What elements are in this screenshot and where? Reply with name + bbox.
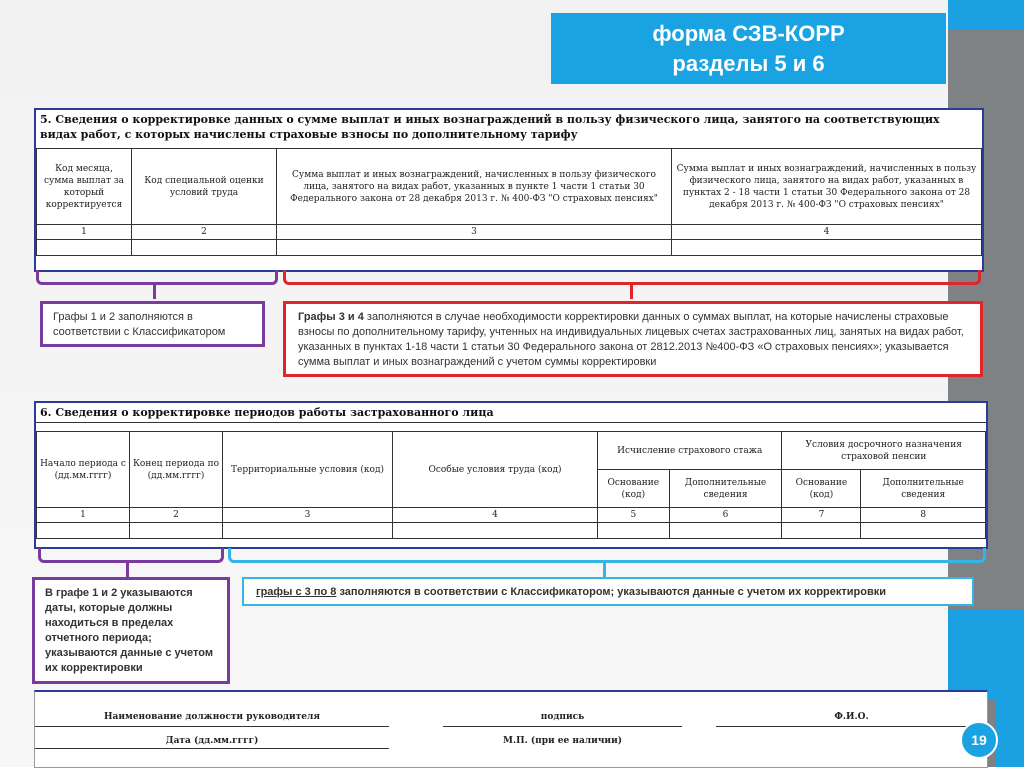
signature-fio: Ф.И.О. bbox=[716, 708, 987, 726]
section6-cell bbox=[393, 523, 598, 539]
section6-cell bbox=[223, 523, 393, 539]
section5-header-4: Сумма выплат и иных вознаграждений, начисленных в пользу физического лица, занятого на видах работ, указанных в пунктах 2 - 18 части 1 статьи 30 Федерального закона от 28 декабря 2013 г. № 400-ФЗ "О страховых пенсиях" bbox=[672, 149, 982, 225]
right-decor-accent-top bbox=[948, 0, 1024, 30]
callout-dates-text: В графе 1 и 2 указываются даты, которые должны находиться в пределах отчетного периода; указываются данные с учетом их корректировки bbox=[45, 587, 213, 674]
bracket-cols-3-8 bbox=[228, 548, 986, 563]
section6-cell bbox=[598, 523, 670, 539]
section6-num-5: 5 bbox=[598, 508, 670, 523]
section6-cell bbox=[782, 523, 861, 539]
section5-table bbox=[36, 148, 982, 256]
bracket-cols-1-2 bbox=[36, 270, 278, 285]
section6-num-1: 1 bbox=[37, 508, 130, 523]
slide-title-line1: форма СЗВ-КОРР bbox=[652, 21, 845, 46]
signature-gap bbox=[682, 708, 716, 726]
section5-cell bbox=[132, 240, 277, 256]
signature-position: Наименование должности руководителя bbox=[35, 708, 389, 726]
signature-gap bbox=[716, 726, 987, 748]
section6-header-extra2: Дополнительные сведения bbox=[861, 470, 986, 508]
section6-cell bbox=[130, 523, 223, 539]
section5-cell bbox=[37, 240, 132, 256]
section5-header-2: Код специальной оценки условий труда bbox=[132, 149, 277, 225]
right-decor-accent-mid bbox=[948, 610, 1024, 700]
section6-cell bbox=[669, 523, 782, 539]
section5-cell bbox=[277, 240, 672, 256]
callout-cols-1-2-text: Графы 1 и 2 заполняются в соответствии с Классификатором bbox=[53, 311, 226, 338]
callout-cols-3-4-text: заполняются в случае необходимости корректировки данных о суммах выплат, на которые начислены страховые взносы по дополнительному тарифу, учтенных на индивидуальных лицевых счетах застрахованных лиц, занятых на видах работ, указанных в пунктах 1-18 части 1 статьи 30 Федерального закона от 2812.2013 №400-ФЗ «О страховых пенсиях»; указывается сумма выплат и иных вознаграждений с учетом суммы корректировки bbox=[298, 311, 964, 368]
slide-title bbox=[551, 13, 946, 84]
section5-form bbox=[34, 108, 984, 272]
section6-header-basis1: Основание (код) bbox=[598, 470, 670, 508]
callout-cols-3-8-text: заполняются в соответствии с Классификатором; указываются данные с учетом их корректировки bbox=[336, 586, 886, 598]
signature-stamp: М.П. (при ее наличии) bbox=[502, 736, 623, 746]
page-number-badge: 19 bbox=[960, 721, 998, 759]
section5-title: 5. Сведения о корректировке данных о сумме выплат и иных вознаграждений в пользу физического лица, занятого на соответствующих видах работ, с которых начислены страховые взносы по дополнительному тарифу bbox=[40, 113, 940, 141]
bracket-tick bbox=[153, 285, 156, 299]
section5-cell bbox=[672, 240, 982, 256]
section6-cell bbox=[37, 523, 130, 539]
section6-header-start: Начало периода с (дд.мм.гггг) bbox=[37, 432, 130, 508]
section6-table bbox=[36, 431, 986, 539]
section6-num-7: 7 bbox=[782, 508, 861, 523]
section5-num-3: 3 bbox=[277, 225, 672, 240]
section6-num-8: 8 bbox=[861, 508, 986, 523]
signature-gap bbox=[682, 726, 716, 748]
section6-header-basis2: Основание (код) bbox=[782, 470, 861, 508]
signature-date: Дата (дд.мм.гггг) bbox=[35, 726, 389, 748]
section6-num-6: 6 bbox=[669, 508, 782, 523]
section6-header-territorial: Территориальные условия (код) bbox=[223, 432, 393, 508]
section6-header-extra1: Дополнительные сведения bbox=[669, 470, 782, 508]
slide-title-line2: разделы 5 и 6 bbox=[672, 51, 825, 76]
section6-num-4: 4 bbox=[393, 508, 598, 523]
section5-num-4: 4 bbox=[672, 225, 982, 240]
section6-num-3: 3 bbox=[223, 508, 393, 523]
section6-cell bbox=[861, 523, 986, 539]
section6-form bbox=[34, 401, 988, 549]
signature-form bbox=[34, 690, 988, 768]
section6-title: 6. Сведения о корректировке периодов работы застрахованного лица bbox=[36, 403, 986, 423]
section5-header-1: Код месяца, сумма выплат за который корректируется bbox=[37, 149, 132, 225]
signature-sign: подпись bbox=[443, 708, 682, 726]
callout-cols-3-8-underline: графы с 3 по 8 bbox=[256, 586, 337, 598]
section6-num-2: 2 bbox=[130, 508, 223, 523]
bracket-cols-1-2-s6 bbox=[38, 548, 224, 563]
signature-gap bbox=[389, 726, 443, 748]
right-decor-accent-bottom bbox=[995, 700, 1024, 767]
section5-header-3: Сумма выплат и иных вознаграждений, начисленных в пользу физического лица, занятого на видах работ, указанных в пункте 1 части 1 статьи 30 Федерального закона от 28 декабря 2013 г. № 400-ФЗ "О страховых пенсиях" bbox=[277, 149, 672, 225]
callout-cols-3-4 bbox=[283, 301, 983, 377]
callout-cols-3-4-bold: Графы 3 и 4 bbox=[298, 311, 364, 323]
signature-gap bbox=[389, 708, 443, 726]
callout-cols-3-8 bbox=[242, 577, 974, 606]
bracket-tick bbox=[630, 285, 633, 299]
bracket-tick bbox=[603, 563, 606, 577]
section6-header-special: Особые условия труда (код) bbox=[393, 432, 598, 508]
bracket-tick bbox=[126, 563, 129, 577]
section5-num-1: 1 bbox=[37, 225, 132, 240]
section6-header-end: Конец периода по (дд.мм.гггг) bbox=[130, 432, 223, 508]
section6-header-insurance: Исчисление страхового стажа bbox=[598, 432, 782, 470]
callout-cols-1-2 bbox=[40, 301, 265, 347]
section6-header-early: Условия досрочного назначения страховой пенсии bbox=[782, 432, 986, 470]
bracket-cols-3-4 bbox=[283, 270, 981, 285]
signature-table bbox=[35, 708, 987, 749]
callout-dates bbox=[32, 577, 230, 684]
section5-num-2: 2 bbox=[132, 225, 277, 240]
